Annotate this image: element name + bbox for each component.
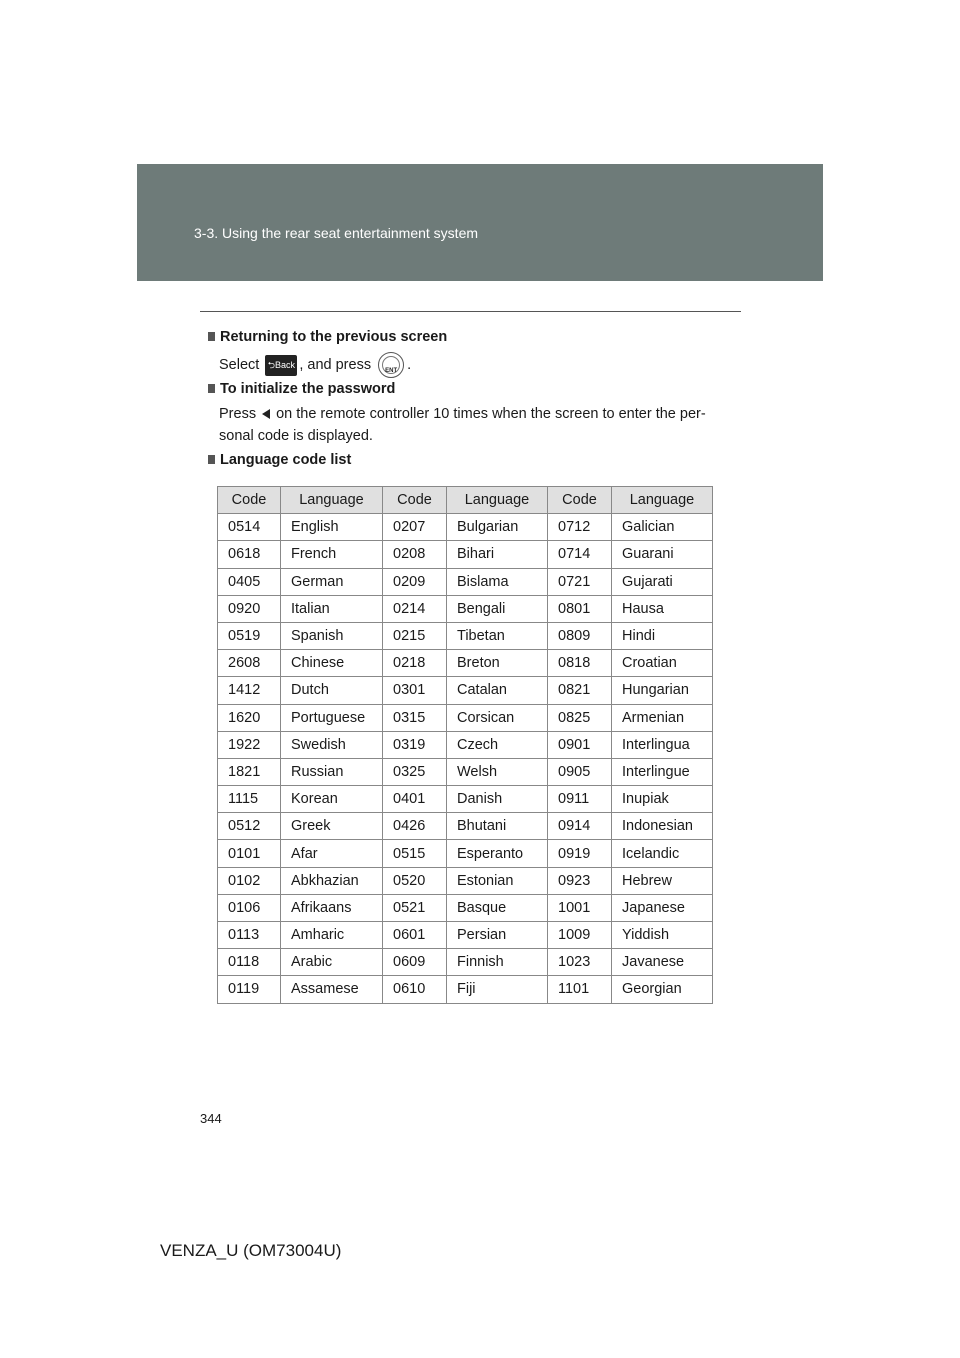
code-cell: 1115 — [218, 786, 281, 813]
section-title: 3-3. Using the rear seat entertainment system — [194, 225, 479, 241]
code-cell: 0721 — [548, 568, 612, 595]
language-cell: Greek — [281, 813, 383, 840]
language-cell: Russian — [281, 758, 383, 785]
code-cell: 0218 — [383, 650, 447, 677]
code-cell: 1009 — [548, 922, 612, 949]
enter-button-icon — [378, 352, 404, 378]
text: sonal code is displayed. — [219, 428, 373, 444]
language-cell: Hebrew — [612, 867, 713, 894]
code-cell: 0301 — [383, 677, 447, 704]
column-header: Code — [218, 487, 281, 514]
table-row — [218, 867, 713, 894]
code-cell: 0514 — [218, 514, 281, 541]
left-arrow-icon — [262, 409, 270, 419]
table-row — [218, 568, 713, 595]
language-cell: Interlingue — [612, 758, 713, 785]
language-cell: Afar — [281, 840, 383, 867]
code-cell: 0618 — [218, 541, 281, 568]
code-cell: 0106 — [218, 894, 281, 921]
returning-instructions — [219, 352, 411, 378]
table-row — [218, 813, 713, 840]
text: on the remote controller 10 times when the screen to enter the per- — [276, 406, 706, 422]
language-cell: Hindi — [612, 622, 713, 649]
language-cell: Korean — [281, 786, 383, 813]
column-header: Language — [612, 487, 713, 514]
table-row — [218, 650, 713, 677]
language-cell: Japanese — [612, 894, 713, 921]
code-cell: 1001 — [548, 894, 612, 921]
language-cell: Fiji — [447, 976, 548, 1003]
language-cell: Hungarian — [612, 677, 713, 704]
code-cell: 0520 — [383, 867, 447, 894]
back-label: Back — [274, 359, 295, 370]
code-cell: 0809 — [548, 622, 612, 649]
code-cell: 0714 — [548, 541, 612, 568]
language-cell: Corsican — [447, 704, 548, 731]
code-cell: 0901 — [548, 731, 612, 758]
column-header: Code — [548, 487, 612, 514]
code-cell: 0610 — [383, 976, 447, 1003]
heading-text: To initialize the password — [220, 381, 396, 397]
language-cell: Assamese — [281, 976, 383, 1003]
code-cell: 1821 — [218, 758, 281, 785]
table-row — [218, 677, 713, 704]
language-cell: Italian — [281, 595, 383, 622]
code-cell: 0315 — [383, 704, 447, 731]
language-cell: Bihari — [447, 541, 548, 568]
column-header: Code — [383, 487, 447, 514]
language-cell: Bislama — [447, 568, 548, 595]
code-cell: 0905 — [548, 758, 612, 785]
language-cell: Swedish — [281, 731, 383, 758]
language-cell: Breton — [447, 650, 548, 677]
heading-language-list — [208, 452, 351, 468]
language-cell: Guarani — [612, 541, 713, 568]
column-header: Language — [281, 487, 383, 514]
heading-password — [208, 381, 395, 397]
language-cell: Georgian — [612, 976, 713, 1003]
code-cell: 1101 — [548, 976, 612, 1003]
page-number: 344 — [200, 1111, 222, 1126]
language-cell: Afrikaans — [281, 894, 383, 921]
language-cell: Javanese — [612, 949, 713, 976]
language-cell: Hausa — [612, 595, 713, 622]
table-row — [218, 541, 713, 568]
table-row — [218, 622, 713, 649]
code-cell: 0319 — [383, 731, 447, 758]
language-cell: Dutch — [281, 677, 383, 704]
language-cell: Finnish — [447, 949, 548, 976]
text: Press — [219, 406, 257, 422]
code-cell: 1023 — [548, 949, 612, 976]
code-cell: 0209 — [383, 568, 447, 595]
language-cell: Basque — [447, 894, 548, 921]
header-band — [137, 164, 823, 281]
divider — [200, 311, 741, 312]
square-bullet-icon — [208, 384, 215, 393]
language-cell: Estonian — [447, 867, 548, 894]
code-cell: 0401 — [383, 786, 447, 813]
code-cell: 0215 — [383, 622, 447, 649]
heading-returning — [208, 329, 447, 345]
code-cell: 0914 — [548, 813, 612, 840]
table-body — [218, 514, 713, 1003]
language-cell: Danish — [447, 786, 548, 813]
text: . — [407, 356, 412, 373]
language-cell: Interlingua — [612, 731, 713, 758]
code-cell: 1620 — [218, 704, 281, 731]
language-cell: Czech — [447, 731, 548, 758]
language-cell: Bengali — [447, 595, 548, 622]
code-cell: 0405 — [218, 568, 281, 595]
table-row — [218, 894, 713, 921]
language-code-table — [217, 486, 713, 1004]
code-cell: 0512 — [218, 813, 281, 840]
language-cell: Icelandic — [612, 840, 713, 867]
language-cell: Arabic — [281, 949, 383, 976]
square-bullet-icon — [208, 455, 215, 464]
table-header-row — [218, 487, 713, 514]
table-row — [218, 758, 713, 785]
table-row — [218, 976, 713, 1003]
code-cell: 0101 — [218, 840, 281, 867]
code-cell: 0911 — [548, 786, 612, 813]
language-cell: Tibetan — [447, 622, 548, 649]
document-id: VENZA_U (OM73004U) — [160, 1241, 342, 1260]
language-cell: Portuguese — [281, 704, 383, 731]
text: Select — [219, 356, 260, 373]
language-cell: French — [281, 541, 383, 568]
language-cell: Yiddish — [612, 922, 713, 949]
code-cell: 0214 — [383, 595, 447, 622]
code-cell: 0923 — [548, 867, 612, 894]
language-cell: Bulgarian — [447, 514, 548, 541]
back-button-icon: ⮌Back — [265, 355, 297, 376]
language-cell: German — [281, 568, 383, 595]
code-cell: 0920 — [218, 595, 281, 622]
language-cell: Welsh — [447, 758, 548, 785]
language-cell: Galician — [612, 514, 713, 541]
language-cell: Armenian — [612, 704, 713, 731]
code-cell: 0821 — [548, 677, 612, 704]
code-cell: 1412 — [218, 677, 281, 704]
code-cell: 0519 — [218, 622, 281, 649]
language-cell: Persian — [447, 922, 548, 949]
language-cell: Gujarati — [612, 568, 713, 595]
password-instructions — [219, 403, 706, 447]
language-cell: Chinese — [281, 650, 383, 677]
code-cell: 0919 — [548, 840, 612, 867]
code-cell: 2608 — [218, 650, 281, 677]
language-cell: Abkhazian — [281, 867, 383, 894]
heading-text: Returning to the previous screen — [220, 329, 448, 345]
code-cell: 0325 — [383, 758, 447, 785]
code-cell: 0426 — [383, 813, 447, 840]
code-cell: 1922 — [218, 731, 281, 758]
language-cell: Croatian — [612, 650, 713, 677]
table-row — [218, 514, 713, 541]
code-cell: 0102 — [218, 867, 281, 894]
language-cell: Catalan — [447, 677, 548, 704]
code-cell: 0818 — [548, 650, 612, 677]
table-row — [218, 704, 713, 731]
heading-text: Language code list — [220, 452, 352, 468]
code-cell: 0208 — [383, 541, 447, 568]
language-cell: Esperanto — [447, 840, 548, 867]
language-cell: Inupiak — [612, 786, 713, 813]
column-header: Language — [447, 487, 548, 514]
code-cell: 0515 — [383, 840, 447, 867]
table-row — [218, 840, 713, 867]
code-cell: 0609 — [383, 949, 447, 976]
language-cell: Bhutani — [447, 813, 548, 840]
language-cell: Amharic — [281, 922, 383, 949]
code-cell: 0118 — [218, 949, 281, 976]
code-cell: 0119 — [218, 976, 281, 1003]
language-cell: English — [281, 514, 383, 541]
language-cell: Indonesian — [612, 813, 713, 840]
language-cell: Spanish — [281, 622, 383, 649]
table-row — [218, 949, 713, 976]
table-row — [218, 786, 713, 813]
code-cell: 0207 — [383, 514, 447, 541]
ent-label: ENT — [385, 368, 398, 374]
code-cell: 0113 — [218, 922, 281, 949]
code-cell: 0825 — [548, 704, 612, 731]
text: , and press — [299, 356, 372, 373]
table-row — [218, 731, 713, 758]
table-row — [218, 922, 713, 949]
code-cell: 0712 — [548, 514, 612, 541]
code-cell: 0521 — [383, 894, 447, 921]
square-bullet-icon — [208, 332, 215, 341]
code-cell: 0601 — [383, 922, 447, 949]
table-row — [218, 595, 713, 622]
code-cell: 0801 — [548, 595, 612, 622]
